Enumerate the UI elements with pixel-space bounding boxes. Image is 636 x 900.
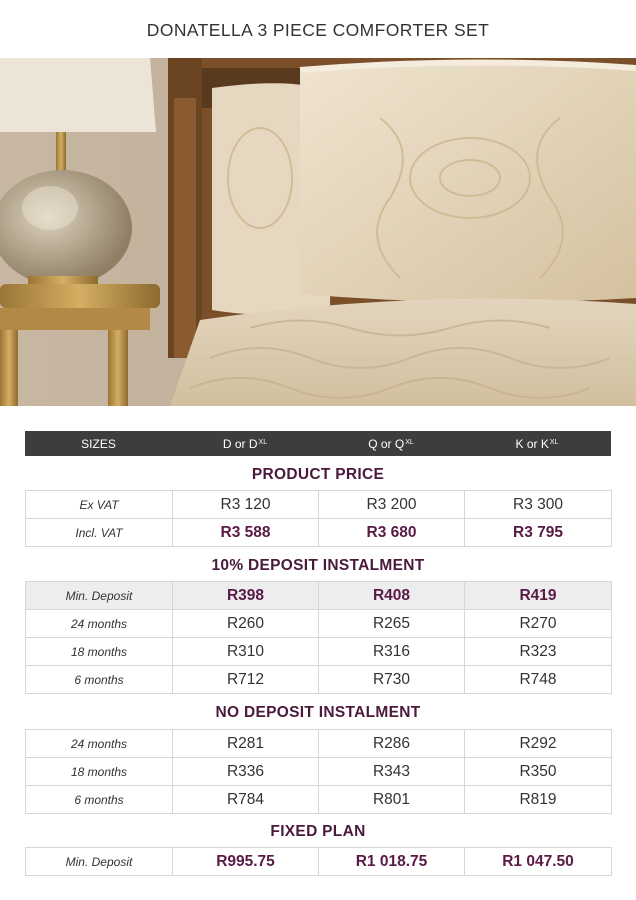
- product-price-title: PRODUCT PRICE: [251, 466, 385, 483]
- price-cell: R3 200: [319, 491, 465, 519]
- price-cell: R712: [173, 666, 319, 694]
- size-column-king: [464, 431, 610, 456]
- bedroom-image: [0, 58, 636, 406]
- table-row: [26, 758, 612, 786]
- table-row: [26, 519, 612, 547]
- price-cell: R281: [173, 730, 319, 758]
- price-cell: R350: [465, 758, 612, 786]
- size-column-double: [172, 431, 318, 456]
- deposit-instalment-title: 10% DEPOSIT INSTALMENT: [211, 557, 425, 574]
- size-name: D or D: [222, 436, 258, 451]
- size-suffix: XL: [549, 439, 559, 446]
- table-row: [26, 786, 612, 814]
- row-label: 6 months: [26, 786, 173, 814]
- price-cell: R995.75: [173, 848, 319, 876]
- sizes-header: [25, 431, 611, 456]
- row-label: Ex VAT: [26, 491, 173, 519]
- price-cell: R1 018.75: [319, 848, 465, 876]
- price-cell: R819: [465, 786, 612, 814]
- price-cell: R730: [319, 666, 465, 694]
- row-label: 6 months: [26, 666, 173, 694]
- table-row: [26, 730, 612, 758]
- price-cell: R270: [465, 610, 612, 638]
- row-label: Incl. VAT: [26, 519, 173, 547]
- size-suffix: XL: [258, 439, 268, 446]
- row-label: Min. Deposit: [26, 848, 173, 876]
- price-cell: R343: [319, 758, 465, 786]
- product-photo: [0, 58, 636, 406]
- price-cell: R408: [319, 582, 465, 610]
- table-row: [26, 582, 612, 610]
- price-cell: R3 588: [173, 519, 319, 547]
- table-row: [26, 848, 612, 876]
- fixed-plan-table: [25, 847, 612, 876]
- price-cell: R748: [465, 666, 612, 694]
- price-cell: R316: [319, 638, 465, 666]
- deposit-instalment-table: [25, 581, 612, 694]
- page-title: DONATELLA 3 PIECE COMFORTER SET: [146, 20, 490, 40]
- price-cell: R1 047.50: [465, 848, 612, 876]
- price-cell: R292: [465, 730, 612, 758]
- price-cell: R310: [173, 638, 319, 666]
- table-row: [26, 610, 612, 638]
- sizes-label: SIZES: [81, 436, 116, 451]
- row-label: 18 months: [26, 638, 173, 666]
- size-name: K or K: [515, 436, 549, 451]
- row-label: 18 months: [26, 758, 173, 786]
- size-column-queen: [318, 431, 464, 456]
- table-row: [26, 491, 612, 519]
- price-cell: R3 300: [465, 491, 612, 519]
- row-label: 24 months: [26, 730, 173, 758]
- price-cell: R323: [465, 638, 612, 666]
- no-deposit-instalment-title: NO DEPOSIT INSTALMENT: [215, 704, 421, 721]
- no-deposit-instalment-table: [25, 729, 612, 814]
- size-suffix: XL: [405, 439, 414, 446]
- row-label: Min. Deposit: [26, 582, 173, 610]
- row-label: 24 months: [26, 610, 173, 638]
- price-cell: R260: [173, 610, 319, 638]
- price-cell: R3 795: [465, 519, 612, 547]
- price-cell: R286: [319, 730, 465, 758]
- price-cell: R3 680: [319, 519, 465, 547]
- price-cell: R801: [319, 786, 465, 814]
- product-price-table: [25, 490, 612, 547]
- price-cell: R336: [173, 758, 319, 786]
- fixed-plan-title: FIXED PLAN: [270, 823, 366, 840]
- price-cell: R784: [173, 786, 319, 814]
- price-cell: R419: [465, 582, 612, 610]
- price-cell: R398: [173, 582, 319, 610]
- price-cell: R3 120: [173, 491, 319, 519]
- size-name: Q or Q: [368, 436, 405, 451]
- table-row: [26, 638, 612, 666]
- price-cell: R265: [319, 610, 465, 638]
- table-row: [26, 666, 612, 694]
